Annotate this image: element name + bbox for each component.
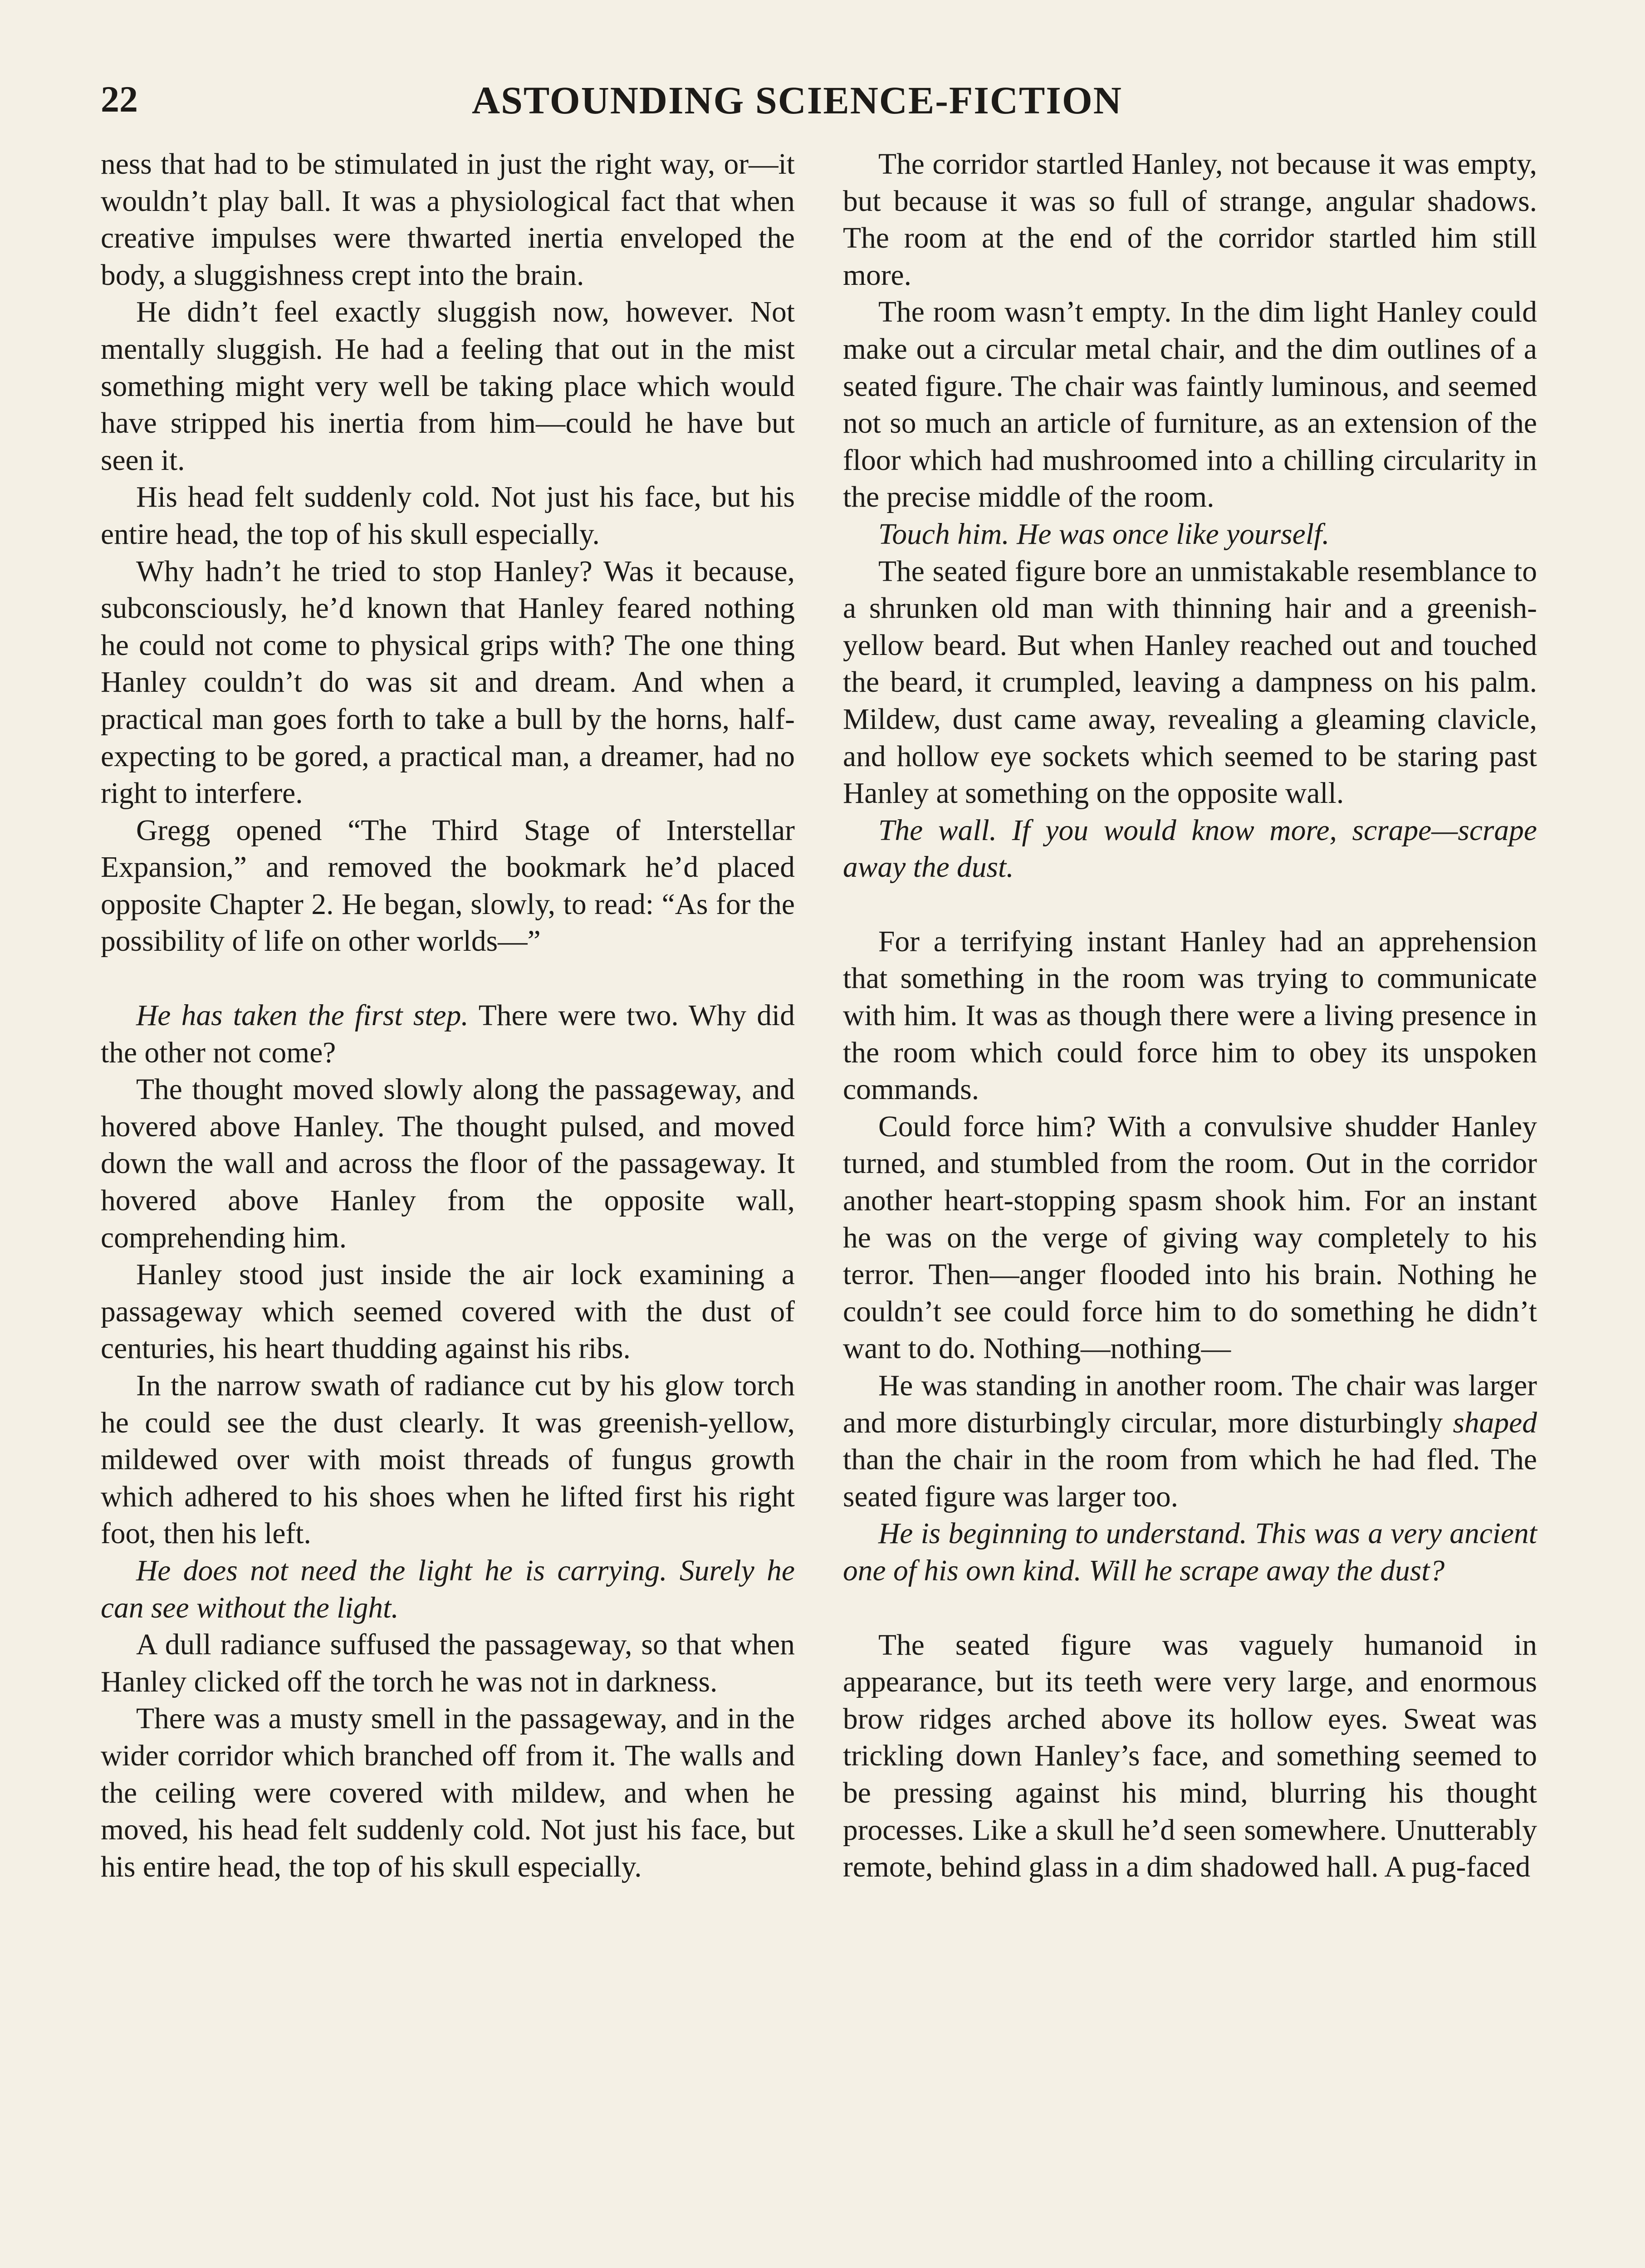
paragraph: Gregg opened “The Third Stage of Interstellar Expansion,” and removed the bookmark he’d placed opposite Chapter 2. He began, slowly, to read: “As for the possibility of life on other worlds—”: [101, 814, 795, 958]
running-head-title: ASTOUNDING SCIENCE-FICTION: [472, 78, 1122, 122]
paragraph: [843, 1368, 1537, 1515]
italic-thought: He has taken the first step.: [136, 999, 469, 1032]
left-text-column: [101, 146, 795, 1886]
paragraph: A dull radiance suffused the passageway, so that when Hanley clicked off the torch he was not in darkness.: [101, 1628, 795, 1698]
paragraph: ness that had to be stimulated in just the right way, or—it wouldn’t play ball. It was a physiological fact that when creative impulses were thwarted inertia enveloped the body, a sluggishness crept into the brain.: [101, 148, 795, 292]
paragraph-text: There were two. Why did the other not come?: [101, 999, 795, 1069]
paragraph: He didn’t feel exactly sluggish now, however. Not mentally sluggish. He had a feeling that out in the mist something might very well be taking place which would have stripped his inertia from him—could he have but seen it.: [101, 296, 795, 477]
paragraph: His head felt suddenly cold. Not just his face, but his entire head, the top of his skull especially.: [101, 481, 795, 551]
paragraph: There was a musty smell in the passageway, and in the wider corridor which branched off from it. The walls and the ceiling were covered with mildew, and when he moved, his head felt suddenly cold. Not just his face, but his entire head, the top of his skull especially.: [101, 1702, 795, 1883]
paragraph: The seated figure was vaguely humanoid in appearance, but its teeth were very large, and enormous brow ridges arched above its hollow eyes. Sweat was trickling down Hanley’s face, and something seemed to be pressing against his mind, blurring his thought processes. Like a skull he’d seen somewhere. Unutterably remote, behind glass in a dim shadowed hall. A pug-faced: [843, 1628, 1537, 1884]
paragraph: The thought moved slowly along the passageway, and hovered above Hanley. The thought pulsed, and moved down the wall and across the floor of the passageway. It hovered above Hanley from the opposite wall, comprehending him.: [101, 1073, 795, 1254]
italic-thought: He is beginning to understand. This was a very ancient one of his own kind. Will he scrape away the dust?: [843, 1517, 1537, 1587]
italic-thought: He does not need the light he is carrying. Surely he can see without the light.: [101, 1554, 795, 1624]
paragraph: The room wasn’t empty. In the dim light Hanley could make out a circular metal chair, and the dim outlines of a seated figure. The chair was faintly luminous, and seemed not so much an article of furniture, as an extension of the floor which had mushroomed into a chilling circularity in the precise middle of the room.: [843, 296, 1537, 514]
italic-thought: The wall. If you would know more, scrape—scrape away the dust.: [843, 814, 1537, 884]
paragraph: Hanley stood just inside the air lock examining a passageway which seemed covered with the dust of centuries, his heart thudding against his ribs.: [101, 1258, 795, 1365]
paragraph: For a terrifying instant Hanley had an apprehension that something in the room was trying to communicate with him. It was as though there were a living presence in the room which could force him to obey its unspoken commands.: [843, 925, 1537, 1106]
right-text-column: [843, 146, 1537, 1886]
paragraph: [101, 997, 795, 1071]
paragraph: In the narrow swath of radiance cut by his glow torch he could see the dust clearly. It was greenish-yellow, mildewed over with moist threads of fungus growth which adhered to his shoes when he lifted first his right foot, then his left.: [101, 1369, 795, 1550]
paragraph: Why hadn’t he tried to stop Hanley? Was it because, subconsciously, he’d known that Hanley feared nothing he could not come to physical grips with? The one thing Hanley couldn’t do was sit and dream. And when a practical man goes forth to take a bull by the horns, half-expecting to be gored, a practical man, a dreamer, had no right to interfere.: [101, 555, 795, 810]
italic-word: shaped: [1453, 1406, 1537, 1439]
paragraph: The corridor startled Hanley, not because it was empty, but because it was so full of strange, angular shadows. The room at the end of the corridor startled him still more.: [843, 148, 1537, 292]
paragraph-text: He was standing in another room. The chair was larger and more disturbingly circular, more disturbingly: [843, 1369, 1537, 1439]
paragraph: The seated figure bore an unmistakable resemblance to a shrunken old man with thinning hair and a greenish-yellow beard. But when Hanley reached out and touched the beard, it crumpled, leaving a dampness on his palm. Mildew, dust came away, revealing a gleaming clavicle, and hollow eye sockets which seemed to be staring past Hanley at something on the opposite wall.: [843, 555, 1537, 810]
italic-thought: Touch him. He was once like yourself.: [878, 518, 1330, 551]
paragraph-text: than the chair in the room from which he had fled. The seated figure was larger too.: [843, 1443, 1537, 1513]
paragraph: Could force him? With a convulsive shudder Hanley turned, and stumbled from the room. Out in the corridor another heart-stopping spasm shook him. For an instant he was on the verge of giving way completely to his terror. Then—anger flooded into his brain. Nothing he couldn’t see could force him to do something he didn’t want to do. Nothing—nothing—: [843, 1110, 1537, 1365]
page-number: 22: [101, 78, 138, 120]
